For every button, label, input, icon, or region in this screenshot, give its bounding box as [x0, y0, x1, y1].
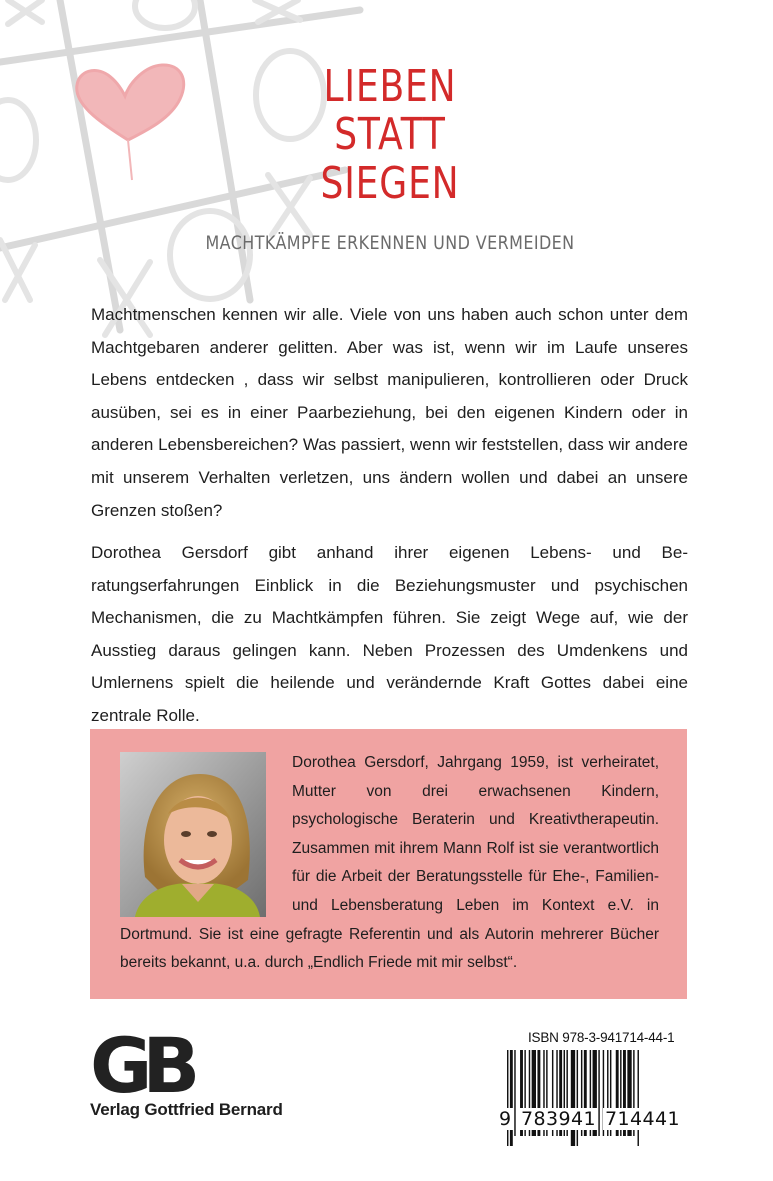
blurb-paragraph-2: Dorothea Gersdorf gibt anhand ihrer eigenen Lebens- und Beratungserfahrungen Einblick in die Beziehungsmuster und psychischen Mechanismen, die zu Machtkämpfen führen. Sie zeigt Wege auf, wie der Ausstieg daraus gelingen kann. Neben Prozessen des Umdenkens und Umlernens spielt die heilende und verändernde Kraft Gottes dabei eine zentrale Rolle.	[91, 543, 688, 725]
isbn-label: ISBN 978-3-941714-44-1	[528, 1030, 675, 1045]
isbn-digits	[499, 1108, 691, 1134]
isbn-digit-lead: 9	[499, 1108, 512, 1130]
isbn-digits-right: 714441	[605, 1108, 680, 1130]
title-line-1: LIEBEN	[323, 61, 457, 112]
publisher-logo-letters: GB	[90, 1030, 191, 1110]
title-line-2: STATT	[334, 109, 446, 160]
heart-icon	[77, 65, 184, 140]
publisher-name: Verlag Gottfried Bernard	[90, 1100, 283, 1119]
subtitle: MACHTKÄMPFE ERKENNEN UND VERMEIDEN	[205, 232, 575, 254]
title-line-3: SIEGEN	[320, 158, 460, 209]
isbn-digits-left: 783941	[521, 1108, 596, 1130]
author-bio-text: Dorothea Gersdorf, Jahrgang 1959, ist verheiratet, Mutter von drei erwachsenen Kindern, psychologische Beraterin und Kreativtherapeutin. Zusammen mit ihrem Mann Rolf ist sie verantwortlich für die Arbeit der Beratungsstelle für Ehe-, Familien- und Lebensberatung Leben im Kontext e.V. in Dortmund. Sie ist eine gefragte Referentin und als Autorin mehrerer Bücher bereits bekannt, u.a. durch „Endlich Friede mit mir selbst“.	[120, 754, 659, 972]
blurb-paragraph-1: Machtmenschen kennen wir alle. Viele von uns haben auch schon unter dem Machtgebaren anderer gelitten. Aber was ist, wenn wir im Laufe unseres Lebens entdecken , dass wir selbst manipulieren, kontrollieren oder Druck ausüben, sei es in einer Paarbeziehung, bei den eigenen Kindern oder in anderen Lebensbereichen? Was passiert, wenn wir feststellen, dass wir andere mit unserem Verhalten verletzen, uns ändern wollen und dabei an unsere Grenzen stoßen?	[91, 305, 688, 520]
author-bio	[120, 749, 659, 978]
isbn-barcode	[505, 1050, 689, 1150]
